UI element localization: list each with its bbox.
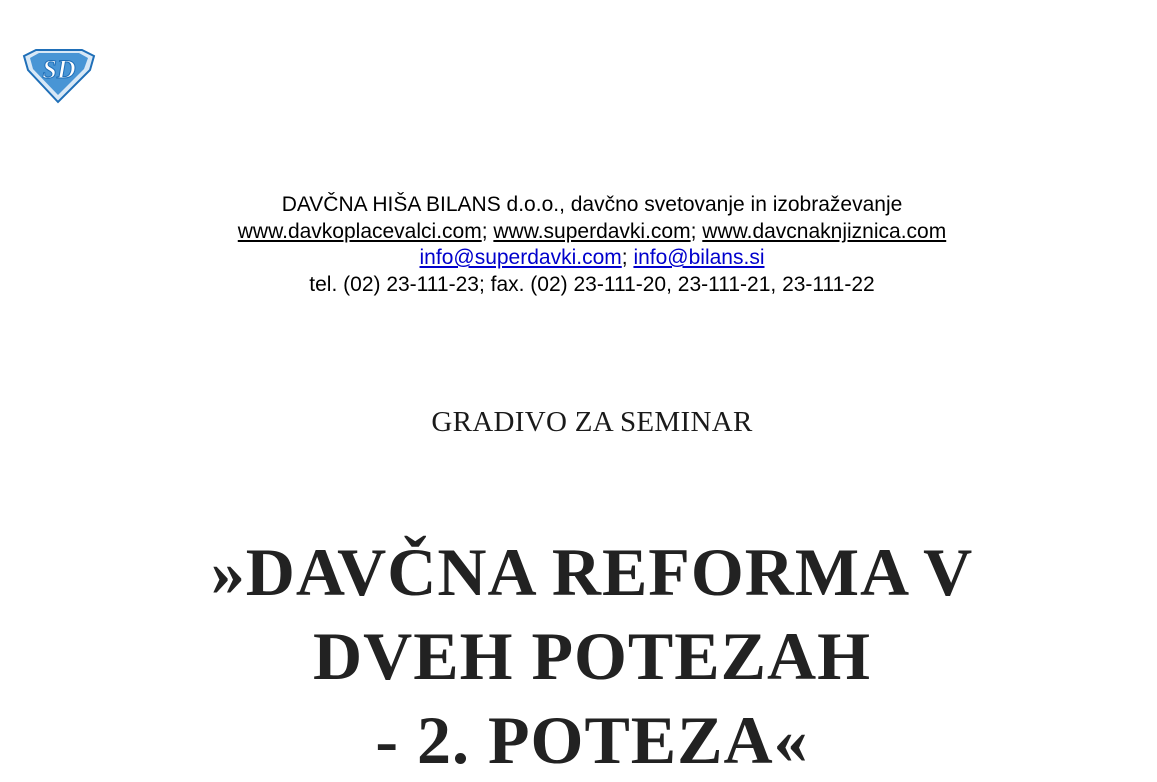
websites-line [0,219,1157,246]
title-line-3: - 2. POTEZA« [375,702,809,778]
phones-line: tel. (02) 23-111-23; fax. (02) 23-111-20, 23-111-21, 23-111-22 [309,272,875,296]
logo [22,48,96,104]
email-link-superdavki[interactable]: info@superdavki.com [419,246,622,269]
separator: ; [481,219,494,243]
separator: ; [621,246,634,269]
title-line-2: DVEH POTEZAH [313,618,871,694]
company-line: DAVČNA HIŠA BILANS d.o.o., davčno svetovanje in izobraževanje [281,193,903,216]
website-link-davcnaknjiznica[interactable]: www.davcnaknjiznica.com [702,219,947,243]
seminar-label: GRADIVO ZA SEMINAR [431,406,753,438]
document-title [0,530,1157,782]
email-link-bilans[interactable]: info@bilans.si [633,246,765,269]
header-block [0,192,1157,298]
separator: ; [690,219,703,243]
emails-line [0,245,1157,272]
title-line-1: »DAVČNA REFORMA V [210,534,974,610]
svg-text:SD: SD [42,55,76,84]
website-link-superdavki[interactable]: www.superdavki.com [493,219,691,243]
sd-shield-logo-icon [22,48,96,104]
website-link-davkoplacevalci[interactable]: www.davkoplacevalci.com [237,219,482,243]
